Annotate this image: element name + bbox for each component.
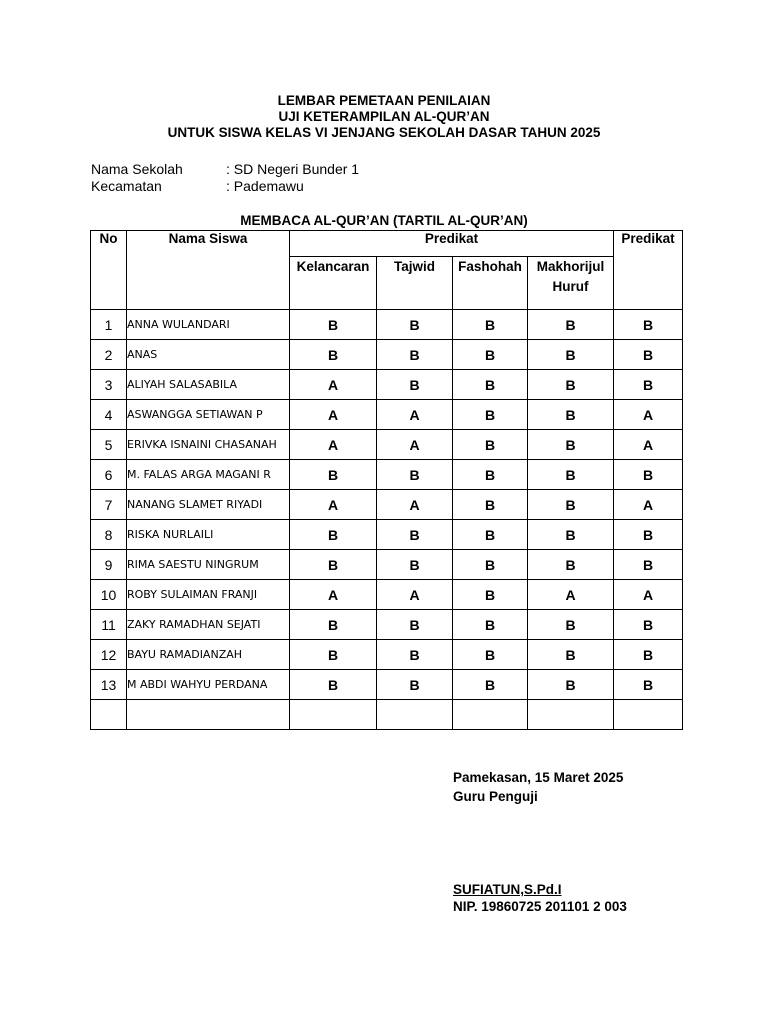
- doc-title-line-1: LEMBAR PEMETAAN PENILAIAN: [277, 93, 491, 108]
- cell-predikat: B: [614, 340, 683, 370]
- cell-student-name: ANAS: [127, 340, 290, 370]
- school-name-label: Nama Sekolah: [91, 161, 183, 177]
- cell-no: 2: [91, 340, 127, 370]
- cell-tajwid: A: [377, 490, 453, 520]
- cell-tajwid: B: [377, 460, 453, 490]
- cell-tajwid: A: [377, 430, 453, 460]
- cell-fashohah: B: [453, 400, 528, 430]
- signature-nip: NIP. 19860725 201101 2 003: [453, 899, 627, 914]
- cell-student-name: BAYU RAMADIANZAH: [127, 640, 290, 670]
- cell-fashohah: B: [453, 340, 528, 370]
- cell-student-name: ALIYAH SALASABILA: [127, 370, 290, 400]
- cell-predikat: A: [614, 580, 683, 610]
- cell-kelancaran: A: [290, 400, 377, 430]
- cell-kelancaran: [290, 700, 377, 730]
- col-header-makhorijul-line-1: Makhorijul: [536, 259, 605, 274]
- cell-predikat: B: [614, 670, 683, 700]
- col-header-tajwid: Tajwid: [377, 257, 453, 310]
- cell-student-name: ZAKY RAMADHAN SEJATI: [127, 610, 290, 640]
- cell-kelancaran: A: [290, 580, 377, 610]
- cell-makhorijul: B: [528, 550, 614, 580]
- cell-student-name: NANANG SLAMET RIYADI: [127, 490, 290, 520]
- cell-fashohah: B: [453, 640, 528, 670]
- table-row: [91, 550, 683, 580]
- table-row: [91, 400, 683, 430]
- table-body: [91, 310, 683, 730]
- cell-predikat: B: [614, 460, 683, 490]
- cell-makhorijul: B: [528, 520, 614, 550]
- cell-makhorijul: B: [528, 490, 614, 520]
- cell-predikat: B: [614, 550, 683, 580]
- cell-tajwid: B: [377, 550, 453, 580]
- cell-predikat: A: [614, 400, 683, 430]
- cell-fashohah: B: [453, 610, 528, 640]
- cell-tajwid: A: [377, 400, 453, 430]
- cell-no: 9: [91, 550, 127, 580]
- cell-makhorijul: B: [528, 670, 614, 700]
- doc-title-line-3: UNTUK SISWA KELAS VI JENJANG SEKOLAH DASAR TAHUN 2025: [167, 125, 601, 140]
- table-row: [91, 370, 683, 400]
- table-row: [91, 700, 683, 730]
- cell-kelancaran: A: [290, 490, 377, 520]
- cell-student-name: [127, 700, 290, 730]
- table-row: [91, 430, 683, 460]
- cell-no: 11: [91, 610, 127, 640]
- cell-makhorijul: B: [528, 310, 614, 340]
- cell-predikat: A: [614, 490, 683, 520]
- doc-title-line-2: UJI KETERAMPILAN AL-QUR’AN: [278, 109, 490, 124]
- section-title: MEMBACA AL-QUR’AN (TARTIL AL-QUR’AN): [240, 213, 528, 228]
- cell-predikat: B: [614, 370, 683, 400]
- cell-fashohah: B: [453, 670, 528, 700]
- cell-no: [91, 700, 127, 730]
- col-header-predikat-group: Predikat: [290, 231, 614, 257]
- cell-student-name: RISKA NURLAILI: [127, 520, 290, 550]
- cell-makhorijul: B: [528, 400, 614, 430]
- col-header-no: No: [91, 231, 127, 310]
- table-row: [91, 580, 683, 610]
- cell-fashohah: B: [453, 550, 528, 580]
- table-row: [91, 310, 683, 340]
- cell-predikat: B: [614, 640, 683, 670]
- col-header-predikat-final: Predikat: [614, 231, 683, 310]
- cell-no: 6: [91, 460, 127, 490]
- cell-makhorijul: A: [528, 580, 614, 610]
- cell-kelancaran: B: [290, 460, 377, 490]
- cell-fashohah: B: [453, 430, 528, 460]
- cell-no: 13: [91, 670, 127, 700]
- table-row: [91, 640, 683, 670]
- cell-student-name: ERIVKA ISNAINI CHASANAH: [127, 430, 290, 460]
- table-row: [91, 610, 683, 640]
- cell-tajwid: A: [377, 580, 453, 610]
- cell-fashohah: [453, 700, 528, 730]
- col-header-makhorijul-line-2: Huruf: [552, 279, 589, 294]
- assessment-table: [90, 230, 683, 730]
- cell-student-name: M. FALAS ARGA MAGANI R: [127, 460, 290, 490]
- table-row: [91, 460, 683, 490]
- cell-no: 5: [91, 430, 127, 460]
- cell-student-name: ASWANGGA SETIAWAN P: [127, 400, 290, 430]
- cell-tajwid: B: [377, 640, 453, 670]
- cell-kelancaran: A: [290, 370, 377, 400]
- cell-fashohah: B: [453, 310, 528, 340]
- cell-makhorijul: B: [528, 340, 614, 370]
- cell-predikat: B: [614, 610, 683, 640]
- cell-fashohah: B: [453, 490, 528, 520]
- col-header-kelancaran: Kelancaran: [290, 257, 377, 310]
- cell-fashohah: B: [453, 520, 528, 550]
- cell-fashohah: B: [453, 370, 528, 400]
- col-header-student-name: Nama Siswa: [127, 231, 290, 310]
- table-row: [91, 520, 683, 550]
- cell-tajwid: [377, 700, 453, 730]
- cell-kelancaran: B: [290, 340, 377, 370]
- cell-kelancaran: B: [290, 520, 377, 550]
- col-header-makhorijul-huruf: [528, 257, 614, 310]
- col-header-fashohah: Fashohah: [453, 257, 528, 310]
- cell-student-name: ROBY SULAIMAN FRANJI: [127, 580, 290, 610]
- cell-no: 12: [91, 640, 127, 670]
- cell-no: 3: [91, 370, 127, 400]
- cell-fashohah: B: [453, 460, 528, 490]
- cell-kelancaran: B: [290, 640, 377, 670]
- cell-kelancaran: A: [290, 430, 377, 460]
- cell-tajwid: B: [377, 610, 453, 640]
- cell-predikat: A: [614, 430, 683, 460]
- cell-kelancaran: B: [290, 610, 377, 640]
- cell-tajwid: B: [377, 340, 453, 370]
- cell-predikat: [614, 700, 683, 730]
- cell-no: 10: [91, 580, 127, 610]
- table-row: [91, 670, 683, 700]
- table-row: [91, 490, 683, 520]
- cell-student-name: RIMA SAESTU NINGRUM: [127, 550, 290, 580]
- cell-no: 7: [91, 490, 127, 520]
- cell-no: 8: [91, 520, 127, 550]
- cell-tajwid: B: [377, 670, 453, 700]
- cell-kelancaran: B: [290, 550, 377, 580]
- cell-makhorijul: B: [528, 640, 614, 670]
- signature-name: SUFIATUN,S.Pd.I: [453, 882, 562, 897]
- district-value: : Pademawu: [226, 178, 304, 194]
- cell-tajwid: B: [377, 520, 453, 550]
- cell-tajwid: B: [377, 310, 453, 340]
- school-name-value: : SD Negeri Bunder 1: [226, 161, 360, 177]
- signature-role: Guru Penguji: [453, 789, 538, 804]
- cell-student-name: ANNA WULANDARI: [127, 310, 290, 340]
- cell-makhorijul: B: [528, 370, 614, 400]
- cell-makhorijul: B: [528, 430, 614, 460]
- cell-no: 4: [91, 400, 127, 430]
- cell-makhorijul: B: [528, 610, 614, 640]
- signature-place-date: Pamekasan, 15 Maret 2025: [453, 770, 624, 785]
- cell-makhorijul: [528, 700, 614, 730]
- cell-fashohah: B: [453, 580, 528, 610]
- cell-predikat: B: [614, 310, 683, 340]
- table-row: [91, 340, 683, 370]
- cell-student-name: M ABDI WAHYU PERDANA: [127, 670, 290, 700]
- district-label: Kecamatan: [91, 178, 162, 194]
- cell-tajwid: B: [377, 370, 453, 400]
- cell-predikat: B: [614, 520, 683, 550]
- cell-makhorijul: B: [528, 460, 614, 490]
- cell-no: 1: [91, 310, 127, 340]
- cell-kelancaran: B: [290, 670, 377, 700]
- cell-kelancaran: B: [290, 310, 377, 340]
